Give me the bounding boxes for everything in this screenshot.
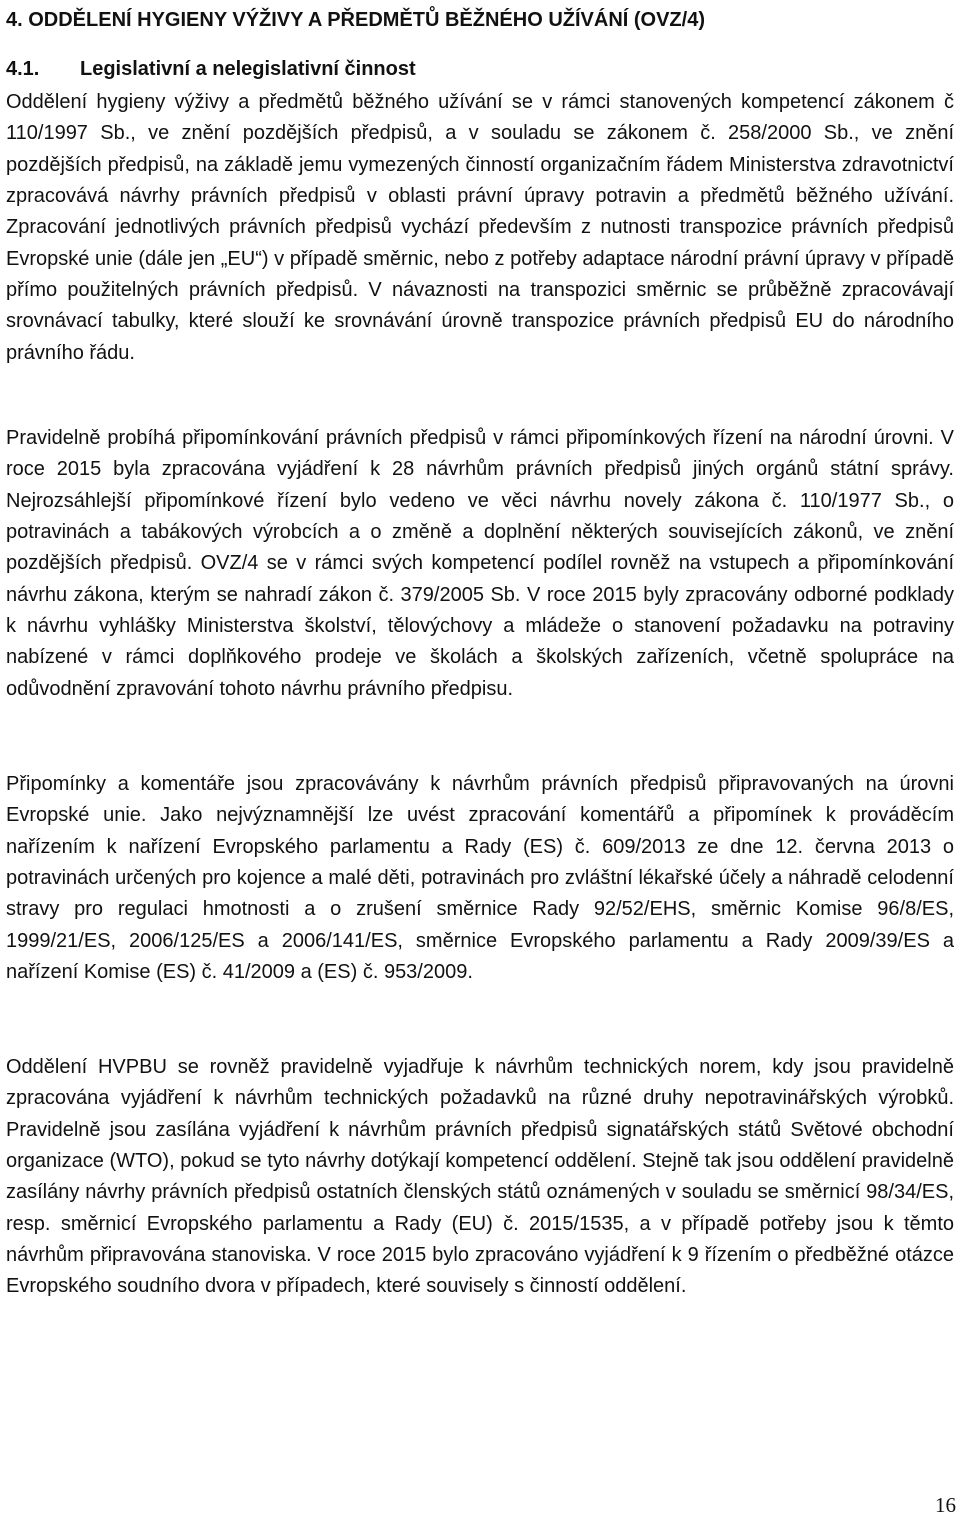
paragraph-national-comments: Pravidelně probíhá připomínkování právních předpisů v rámci připomínkových řízení na národní úrovni. V roce 2015 byla zpracována vyjádření k 28 návrhům právních předpisů jiných orgánů státní správy. Nejrozsáhlejší připomínkové řízení bylo vedeno ve věci návrhu novely zákona č. 110/1977 Sb., o potravinách a tabákových výrobcích a o změně a doplnění některých souvisejících zákonů, ve znění pozdějších předpisů. OVZ/4 se v rámci svých kompetencí podílel rovněž na vstupech a připomínkování návrhu zákona, kterým se nahradí zákon č. 379/2005 Sb. V roce 2015 byly zpracovány odborné podklady k návrhu vyhlášky Ministerstva školství, tělovýchovy a mládeže o stanovení požadavku na potraviny nabízené v rámci doplňkového prodeje ve školách a školských zařízeních, včetně spolupráce na odůvodnění zpravování tohoto návrhu právního předpisu. bbox=[6, 427, 954, 700]
page-number: 16 bbox=[935, 1493, 956, 1517]
section-heading: 4. ODDĚLENÍ HYGIENY VÝŽIVY A PŘEDMĚTŮ BĚŽNÉHO UŽÍVÁNÍ (OVZ/4) bbox=[6, 9, 705, 31]
paragraph-technical-norms: Oddělení HVPBU se rovněž pravidelně vyjadřuje k návrhům technických norem, kdy jsou pravidelně zpracována vyjádření k návrhům technických požadavků na různé druhy nepotravinářských výrobků. Pravidelně jsou zasílána vyjádření k návrhům právních předpisů signatářských států Světové obchodní organizace (WTO), pokud se tyto návrhy dotýkají kompetencí oddělení. Stejně tak jsou oddělení pravidelně zasílány návrhy právních předpisů ostatních členských států oznámených v souladu se směrnicí 98/34/ES, resp. směrnicí Evropského parlamentu a Rady (EU) č. 2015/1535, a v případě potřeby jsou k těmto návrhům připravována stanoviska. V roce 2015 bylo zpracováno vyjádření k 9 řízením o předběžné otázce Evropského soudního dvora v případech, které souvisely s činností oddělení. bbox=[6, 1056, 954, 1298]
subsection-number: 4.1. bbox=[6, 58, 40, 80]
paragraph-legislation-intro: Oddělení hygieny výživy a předmětů běžného užívání se v rámci stanovených kompetencí zákonem č 110/1997 Sb., ve znění pozdějších předpisů, a v souladu se zákonem č. 258/2000 Sb., ve znění pozdějších předpisů, na základě jemu vymezených činností organizačním řádem Ministerstva zdravotnictví zpracovává návrhy právních předpisů v oblasti právní úpravy potravin a předmětů běžného užívání. Zpracování jednotlivých právních předpisů vychází především z nutnosti transpozice právních předpisů Evropské unie (dále jen „EU“) v případě směrnic, nebo z potřeby adaptace národní právní úpravy v případě přímo použitelných právních předpisů. V návaznosti na transpozici směrnic se průběžně zpracovávají srovnávací tabulky, které slouží ke srovnávání úrovně transpozice právních předpisů EU do národního právního řádu. bbox=[6, 91, 954, 364]
subsection-title: Legislativní a nelegislativní činnost bbox=[80, 58, 416, 80]
paragraph-eu-comments: Připomínky a komentáře jsou zpracovávány k návrhům právních předpisů připravovaných na úrovni Evropské unie. Jako nejvýznamnější lze uvést zpracování komentářů a připomínek k prováděcím nařízením k nařízení Evropského parlamentu a Rady (ES) č. 609/2013 ze dne 12. června 2013 o potravinách určených pro kojence a malé děti, potravinách pro zvláštní lékařské účely a náhradě celodenní stravy pro regulaci hmotnosti a o zrušení směrnice Rady 92/52/EHS, směrnic Komise 96/8/ES, 1999/21/ES, 2006/125/ES a 2006/141/ES, směrnice Evropského parlamentu a Rady 2009/39/ES a nařízení Komise (ES) č. 41/2009 a (ES) č. 953/2009. bbox=[6, 773, 954, 984]
subsection-heading bbox=[6, 55, 416, 83]
